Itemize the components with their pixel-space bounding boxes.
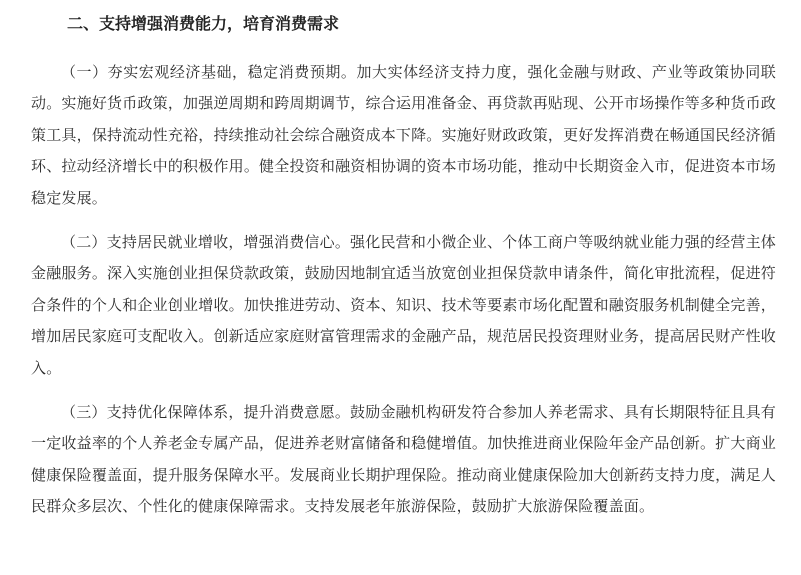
paragraph-2: （二）支持居民就业增收，增强消费信心。强化民营和小微企业、个体工商户等吸纳就业能力强的经营主体金融服务。深入实施创业担保贷款政策，鼓励因地制宜适当放宽创业担保贷款申请条件，简化审批流程，促进符合条件的个人和企业创业增收。加快推进劳动、资本、知识、技术等要素市场化配置和融资服务机制健全完善，增加居民家庭可支配收入。创新适应家庭财富管理需求的金融产品，规范居民投资理财业务，提高居民财产性收入。 (31, 233, 776, 377)
article-body (31, 0, 776, 523)
paragraph-1: （一）夯实宏观经济基础，稳定消费预期。加大实体经济支持力度，强化金融与财政、产业等政策协同联动。实施好货币政策，加强逆周期和跨周期调节，综合运用准备金、再贷款再贴现、公开市场操作等多种货币政策工具，保持流动性充裕，持续推动社会综合融资成本下降。实施好财政政策，更好发挥消费在畅通国民经济循环、拉动经济增长中的积极作用。健全投资和融资相协调的资本市场功能，推动中长期资金入市，促进资本市场稳定发展。 (31, 63, 776, 207)
section-heading: 二、支持增强消费能力，培育消费需求 (67, 14, 340, 33)
paragraph-3: （三）支持优化保障体系，提升消费意愿。鼓励金融机构研发符合参加人养老需求、具有长期限特征且具有一定收益率的个人养老金专属产品，促进养老财富储备和稳健增值。加快推进商业保险年金产品创新。扩大商业健康保险覆盖面，提升服务保障水平。发展商业长期护理保险。推动商业健康保险加大创新药支持力度，满足人民群众多层次、个性化的健康保障需求。支持发展老年旅游保险，鼓励扩大旅游保险覆盖面。 (31, 403, 776, 516)
